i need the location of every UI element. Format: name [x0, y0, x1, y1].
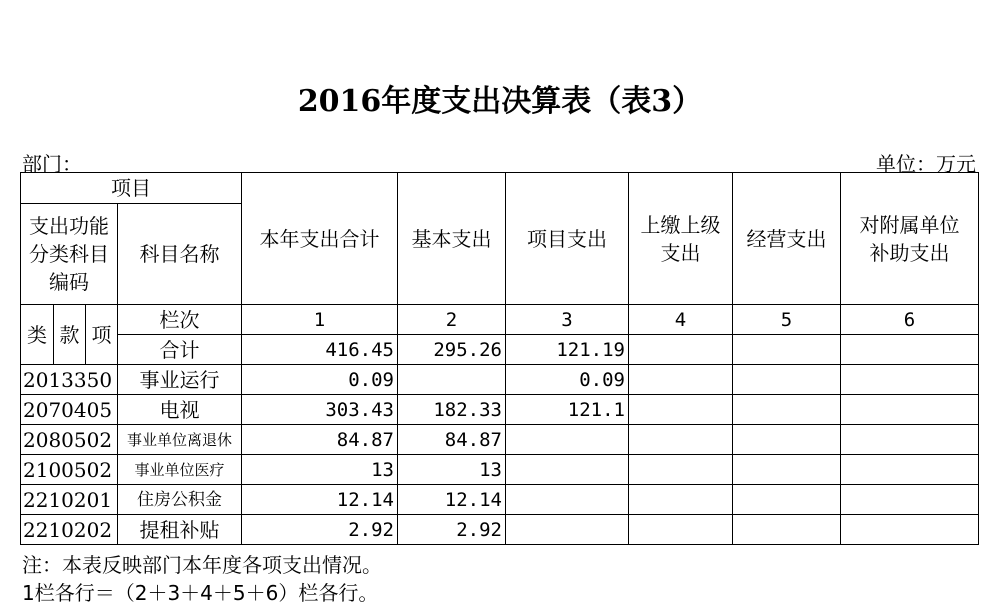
total-cell: [629, 335, 733, 365]
row-value: [841, 425, 979, 455]
total-cell: 121.19: [506, 335, 629, 365]
footnote-1: 注：本表反映部门本年度各项支出情况。: [22, 553, 382, 577]
column-index-label: 栏次: [118, 305, 242, 335]
column-number: 1: [242, 305, 398, 335]
row-value: 121.1: [506, 395, 629, 425]
row-value: [506, 485, 629, 515]
row-code: 2210201: [21, 485, 118, 515]
row-value: [841, 365, 979, 395]
row-value: [841, 515, 979, 545]
department-label: 部门：: [22, 152, 82, 176]
table-row: [21, 485, 979, 515]
row-value: [629, 515, 733, 545]
row-value: 2.92: [398, 515, 506, 545]
row-value: [733, 515, 841, 545]
row-value: 13: [398, 455, 506, 485]
row-value: [841, 455, 979, 485]
row-value: 13: [242, 455, 398, 485]
row-value: [733, 455, 841, 485]
col-header-4: 上缴上级支出: [629, 173, 733, 305]
row-value: [629, 455, 733, 485]
table-row: [21, 395, 979, 425]
row-value: 84.87: [398, 425, 506, 455]
row-value: [733, 365, 841, 395]
total-cell: [841, 335, 979, 365]
row-value: 2.92: [242, 515, 398, 545]
row-code: 2080502: [21, 425, 118, 455]
header-xiang: 项: [86, 305, 118, 365]
column-number: 5: [733, 305, 841, 335]
column-number: 2: [398, 305, 506, 335]
row-code: 2013350: [21, 365, 118, 395]
row-value: 182.33: [398, 395, 506, 425]
row-value: [841, 395, 979, 425]
row-code: 2210202: [21, 515, 118, 545]
footnote-2: 1栏各行＝（2＋3＋4＋5＋6）栏各行。: [22, 581, 379, 605]
row-value: [733, 425, 841, 455]
row-value: [629, 395, 733, 425]
row-value: [841, 485, 979, 515]
row-value: [733, 395, 841, 425]
total-row: [21, 335, 979, 365]
report-title: 2016年度支出决算表（表3）: [297, 84, 703, 119]
table-row: [21, 425, 979, 455]
total-cell: [733, 335, 841, 365]
header-kuan: 款: [54, 305, 86, 365]
col-header-2: 基本支出: [398, 173, 506, 305]
col-header-6: 对附属单位补助支出: [841, 173, 979, 305]
row-value: [398, 365, 506, 395]
column-number: 3: [506, 305, 629, 335]
total-label: 合计: [118, 335, 242, 365]
total-cell: 416.45: [242, 335, 398, 365]
row-value: [629, 485, 733, 515]
row-code: 2070405: [21, 395, 118, 425]
row-value: [733, 485, 841, 515]
table-row: [21, 455, 979, 485]
row-name: 电视: [118, 395, 242, 425]
row-value: 84.87: [242, 425, 398, 455]
row-name: 事业运行: [118, 365, 242, 395]
col-header-1: 本年支出合计: [242, 173, 398, 305]
col-header-5: 经营支出: [733, 173, 841, 305]
header-func-code: 支出功能分类科目编码: [21, 204, 118, 305]
table-row: [21, 365, 979, 395]
row-name: 事业单位离退休: [118, 425, 242, 455]
row-name: 事业单位医疗: [118, 455, 242, 485]
row-value: 0.09: [242, 365, 398, 395]
header-item: 项目: [21, 173, 242, 204]
row-name: 提租补贴: [118, 515, 242, 545]
expenditure-table: [20, 172, 979, 545]
row-value: [506, 425, 629, 455]
unit-label: 单位：万元: [876, 152, 976, 176]
column-number: 4: [629, 305, 733, 335]
table-row: [21, 515, 979, 545]
row-value: 303.43: [242, 395, 398, 425]
row-name: 住房公积金: [118, 485, 242, 515]
row-value: [506, 455, 629, 485]
total-cell: 295.26: [398, 335, 506, 365]
row-value: 12.14: [398, 485, 506, 515]
row-code: 2100502: [21, 455, 118, 485]
column-number: 6: [841, 305, 979, 335]
row-value: 12.14: [242, 485, 398, 515]
row-value: [506, 515, 629, 545]
col-header-3: 项目支出: [506, 173, 629, 305]
header-subject-name: 科目名称: [118, 204, 242, 305]
row-value: [629, 425, 733, 455]
row-value: [629, 365, 733, 395]
header-lei: 类: [21, 305, 54, 365]
row-value: 0.09: [506, 365, 629, 395]
